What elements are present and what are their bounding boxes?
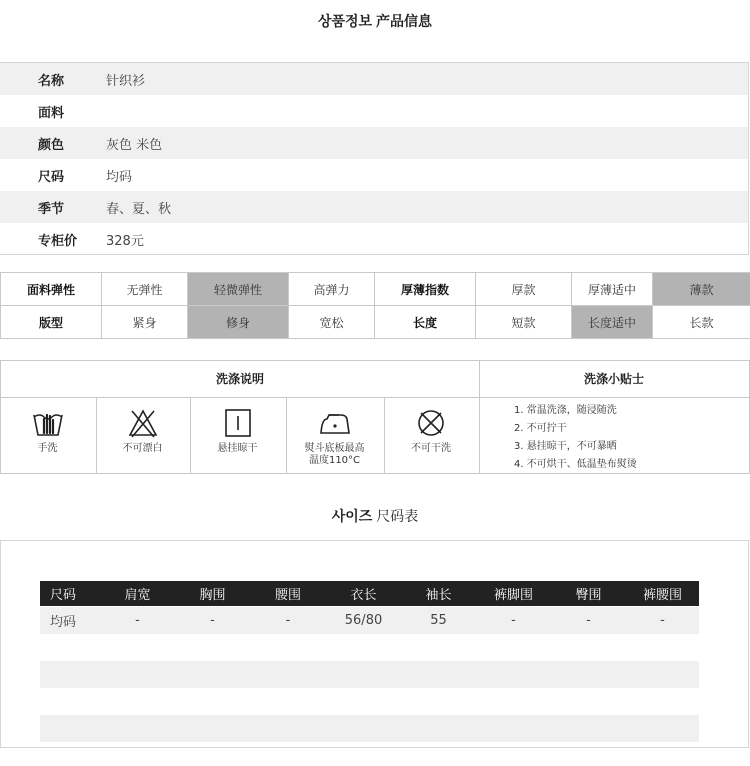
size-table-row-empty: [40, 634, 699, 661]
size-cell: 55: [430, 613, 447, 628]
product-info-title: [0, 11, 750, 31]
info-value: 均码: [106, 169, 133, 185]
divider: [479, 361, 480, 473]
attr-label-length: 长度: [375, 306, 476, 339]
wash-tips-title: 洗涤小贴士: [479, 361, 749, 398]
info-label: 专柜价: [38, 233, 78, 249]
wash-icon-cell: [384, 397, 478, 473]
attr-option-selected: 薄款: [653, 273, 750, 306]
wash-tips-list: [514, 402, 637, 474]
wash-icon-cell: [0, 397, 95, 473]
size-chart-title: [0, 506, 750, 526]
info-row-season: [0, 191, 748, 223]
attribute-row-elasticity: [1, 273, 750, 306]
attr-option-selected: 修身: [188, 306, 289, 339]
info-label: 颜色: [38, 137, 65, 153]
attr-option-selected: 轻微弹性: [188, 273, 289, 306]
no-dry-clean-icon: [415, 407, 447, 439]
size-table-row-empty: [40, 688, 699, 715]
info-label: 尺码: [38, 169, 65, 185]
info-row-price: [0, 223, 748, 255]
attr-option: 紧身: [102, 306, 188, 339]
wash-tip: 3. 悬挂晾干，不可暴晒: [514, 441, 617, 452]
info-value: 灰色 米色: [106, 137, 163, 153]
info-row-color: [0, 127, 748, 159]
attr-option: 短款: [476, 306, 572, 339]
iron-icon: [317, 407, 353, 439]
attr-label-thickness: 厚薄指数: [375, 273, 476, 306]
size-header-cell: 腰围: [274, 588, 301, 603]
size-cell: 均码: [50, 615, 77, 630]
size-cell: -: [660, 613, 665, 628]
wash-tip: 2. 不可拧干: [514, 423, 567, 434]
hang-dry-icon: [222, 407, 254, 439]
attr-option: 无弹性: [102, 273, 188, 306]
size-header-cell: 臀围: [575, 588, 602, 603]
info-value: 春、夏、秋: [106, 201, 172, 217]
attr-option: 厚款: [476, 273, 572, 306]
size-cell: -: [135, 613, 140, 628]
size-table-row-empty: [40, 715, 699, 742]
info-row-size: [0, 159, 748, 191]
size-cell: -: [586, 613, 591, 628]
wash-caption: 悬挂晾干: [217, 443, 258, 454]
wash-caption: 不可漂白: [122, 443, 163, 454]
wash-caption: 温度110°C: [308, 455, 361, 466]
product-info-table: [0, 62, 749, 255]
size-header-cell: 裤脚围: [493, 588, 533, 603]
product-info-title-cn: 产品信息: [376, 14, 433, 30]
info-label: 面料: [38, 105, 65, 121]
info-row-fabric: [0, 95, 748, 127]
size-header-cell: 尺码: [50, 588, 77, 603]
size-chart-title-ko: 사이즈: [331, 509, 373, 525]
wash-caption: 熨斗底板最高: [304, 443, 365, 454]
wash-title: 洗涤说明: [1, 361, 479, 398]
size-cell: -: [285, 613, 291, 628]
size-cell: 56/80: [344, 613, 383, 628]
hand-wash-icon: [30, 407, 66, 439]
attribute-row-fit: [1, 306, 750, 339]
info-value: 328元: [106, 233, 144, 249]
attribute-table: [0, 272, 750, 339]
size-header-cell: 胸围: [199, 588, 226, 603]
size-cell: -: [210, 613, 215, 628]
wash-tip: 4. 不可烘干、低温垫布熨烫: [514, 459, 637, 470]
attr-option: 宽松: [289, 306, 375, 339]
wash-tip: 1. 常温洗涤，随浸随洗: [514, 405, 617, 416]
info-label: 季节: [38, 201, 65, 217]
info-row-name: [0, 63, 748, 95]
wash-icon-cell: [286, 397, 383, 473]
attr-option: 厚薄适中: [572, 273, 653, 306]
size-header-cell: 肩宽: [124, 588, 151, 603]
no-bleach-icon: [127, 407, 159, 439]
attr-option: 长款: [653, 306, 750, 339]
wash-caption: 不可干洗: [411, 443, 451, 454]
size-cell: -: [511, 613, 516, 628]
attr-option-selected: 长度适中: [572, 306, 653, 339]
info-label: 名称: [38, 73, 65, 89]
attr-label-elasticity: 面料弹性: [1, 273, 102, 306]
size-chart-title-cn: 尺码表: [376, 509, 419, 525]
info-value: 针织衫: [106, 73, 146, 89]
size-header-cell: 衣长: [350, 588, 377, 603]
size-table-row-empty: [40, 661, 699, 688]
size-table-header: [40, 581, 699, 606]
wash-caption: 手洗: [37, 443, 58, 454]
size-header-cell: 裤腰围: [642, 588, 682, 603]
wash-icon-cell: [96, 397, 189, 473]
size-table-row: [40, 607, 699, 634]
product-info-title-ko: 상품정보: [317, 14, 373, 30]
size-header-cell: 袖长: [425, 588, 452, 603]
attr-option: 高弹力: [289, 273, 375, 306]
wash-icon-cell: [190, 397, 285, 473]
attr-label-fit: 版型: [1, 306, 102, 339]
